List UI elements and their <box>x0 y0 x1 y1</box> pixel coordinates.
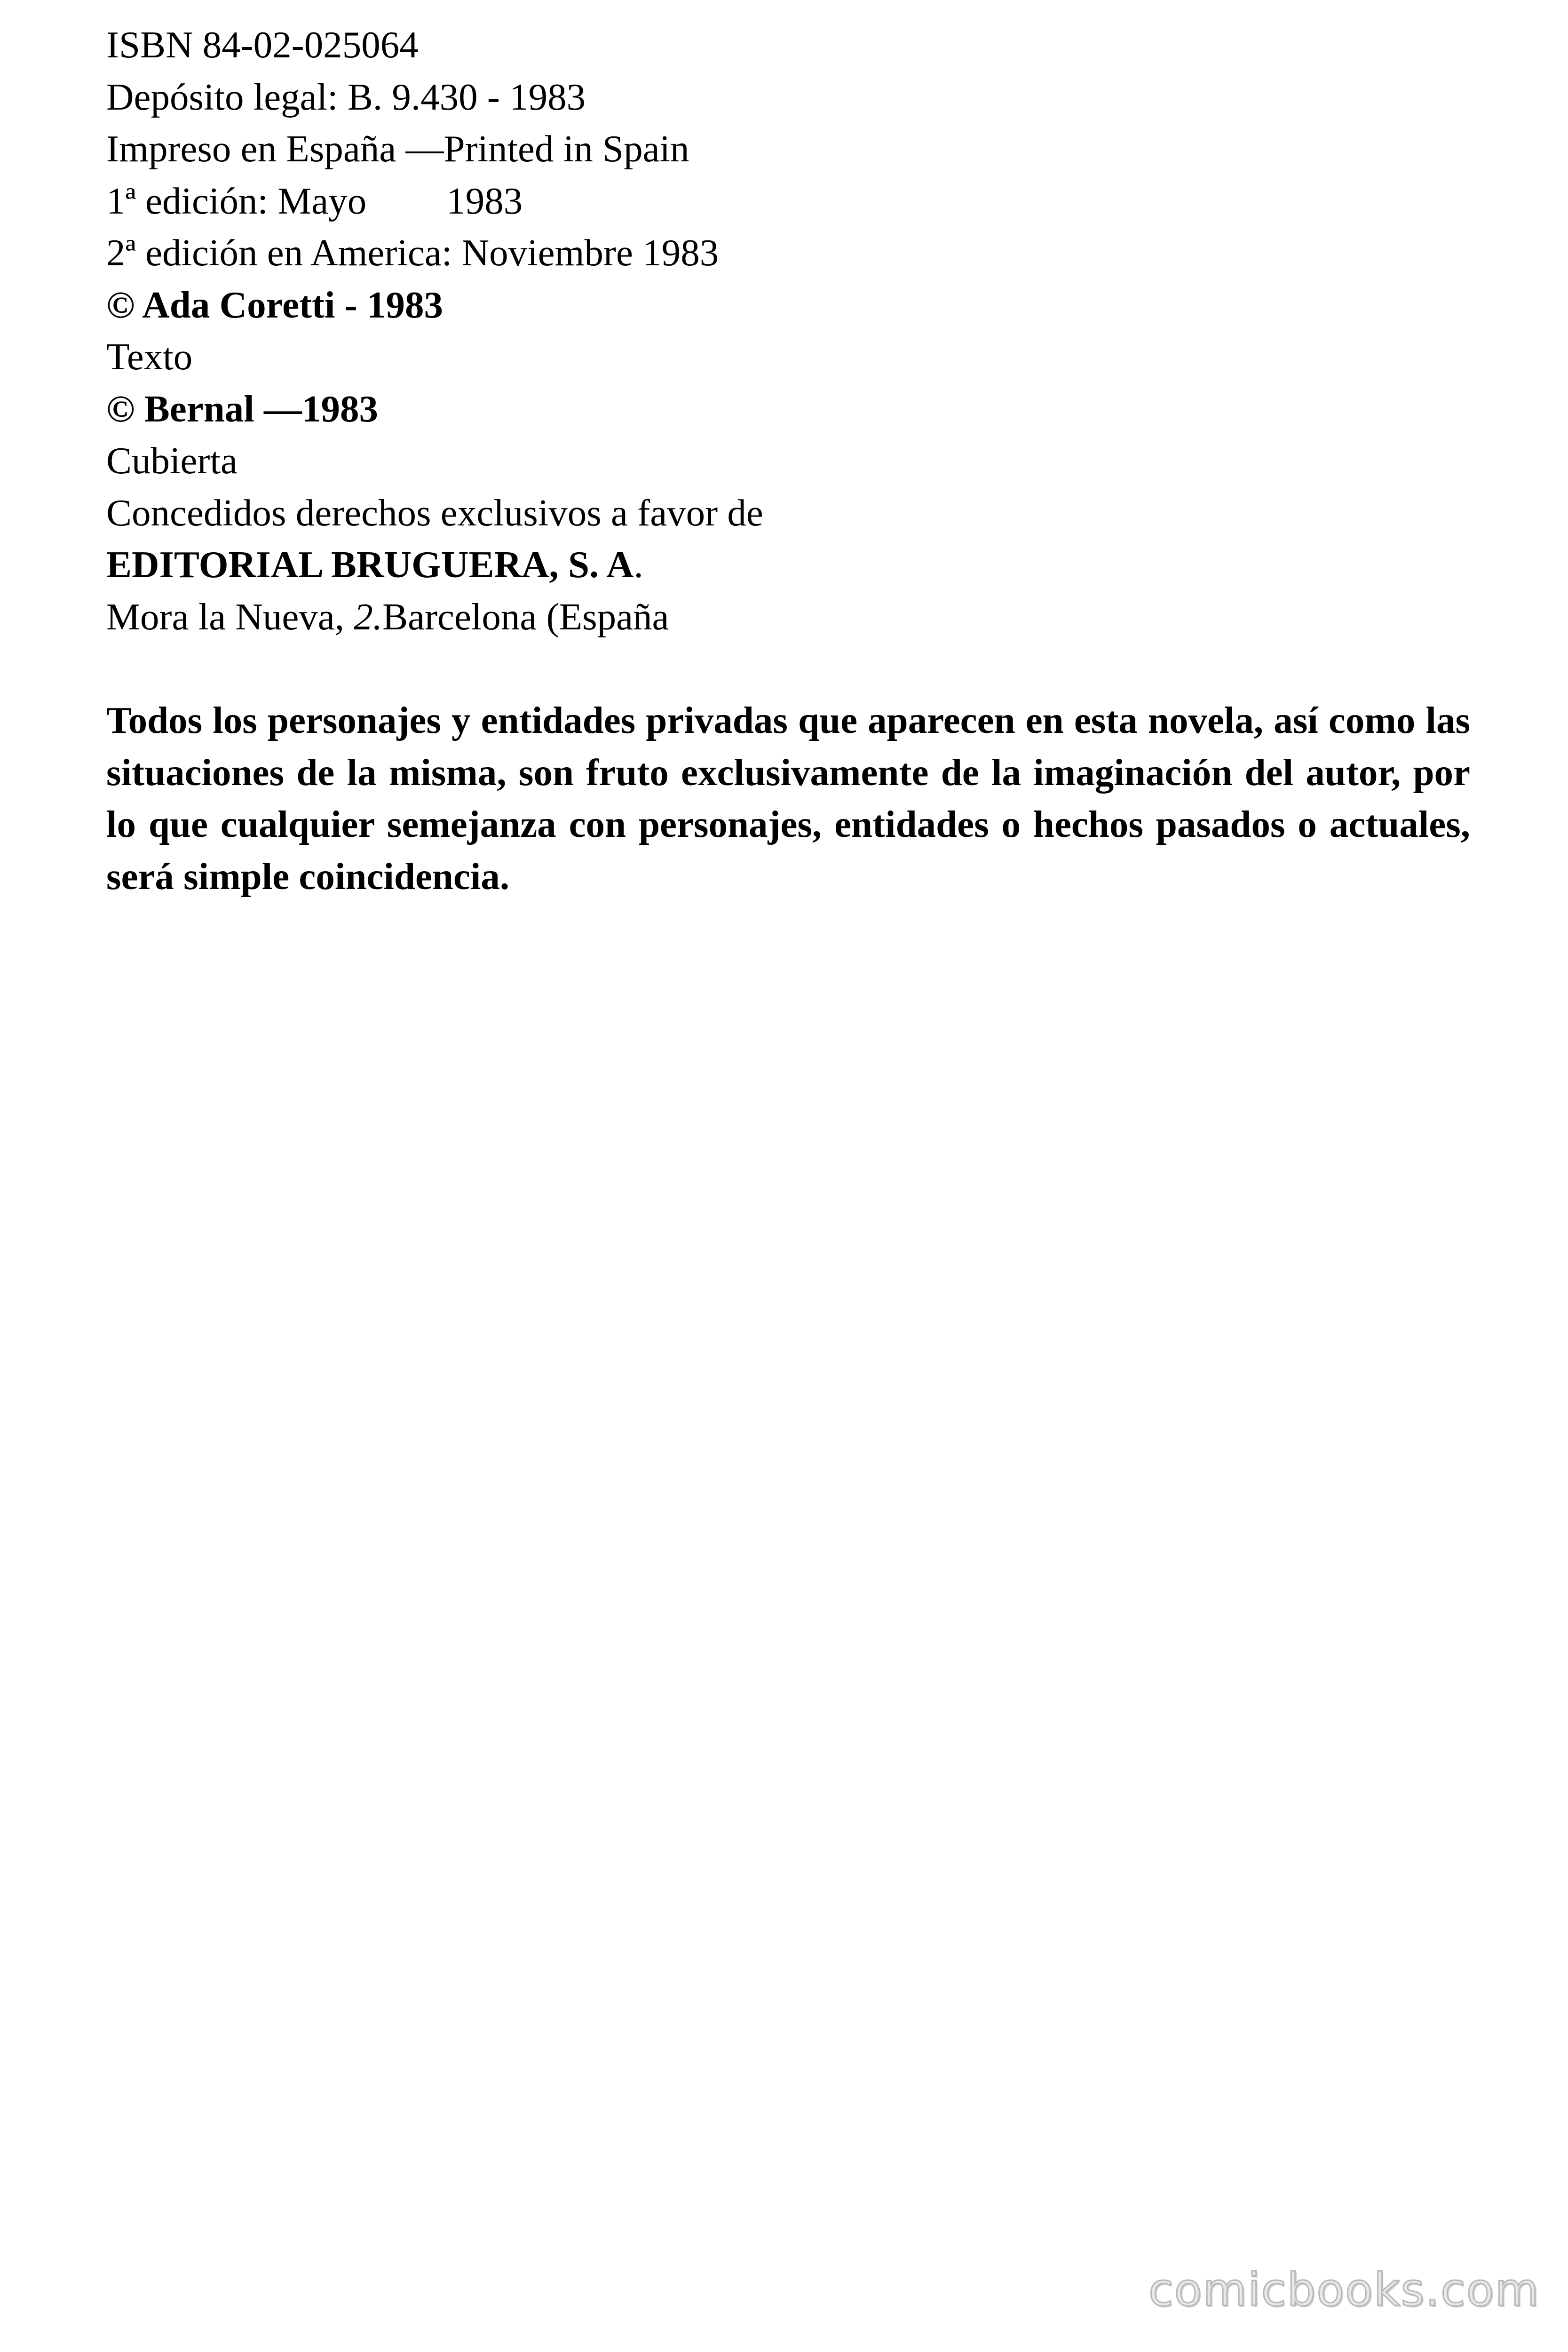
rights-line: Concedidos derechos exclusivos a favor de <box>106 491 763 534</box>
address-number: 2. <box>354 595 383 638</box>
second-edition-line: 2ª edición en America: Noviembre 1983 <box>106 231 719 274</box>
address-line <box>106 591 1470 643</box>
isbn-line: ISBN 84-02-025064 <box>106 24 419 66</box>
fiction-disclaimer: Todos los personajes y entidades privadas que aparecen en esta novela, así como las situaciones de la misma, son fruto exclusivamente de la imaginación del autor, por lo que cualquier semejanza con personajes, entidades o hechos pasados o actuales, será simple coincidencia. <box>106 699 1470 898</box>
cubierta-label: Cubierta <box>106 439 238 482</box>
deposito-legal-line: Depósito legal: B. 9.430 - 1983 <box>106 75 586 118</box>
cover-copyright-line: © Bernal —1983 <box>106 387 378 430</box>
address-city: Barcelona (España <box>382 595 669 638</box>
text-copyright-line: © Ada Coretti - 1983 <box>106 283 443 326</box>
copyright-page <box>106 19 1470 940</box>
publisher-period: . <box>634 543 643 586</box>
publisher-name: EDITORIAL BRUGUERA, S. A <box>106 543 634 586</box>
imprint-block <box>106 19 1470 643</box>
texto-label: Texto <box>106 335 193 378</box>
address-street: Mora la Nueva, <box>106 595 354 638</box>
first-edition-year: 1983 <box>446 179 523 222</box>
publisher-line <box>106 539 1470 591</box>
first-edition-line <box>106 175 1470 227</box>
first-edition-label: 1ª edición: Mayo <box>106 179 367 222</box>
impreso-line: Impreso en España —Printed in Spain <box>106 127 689 170</box>
site-watermark: comicbooks.com <box>1148 2264 1540 2316</box>
